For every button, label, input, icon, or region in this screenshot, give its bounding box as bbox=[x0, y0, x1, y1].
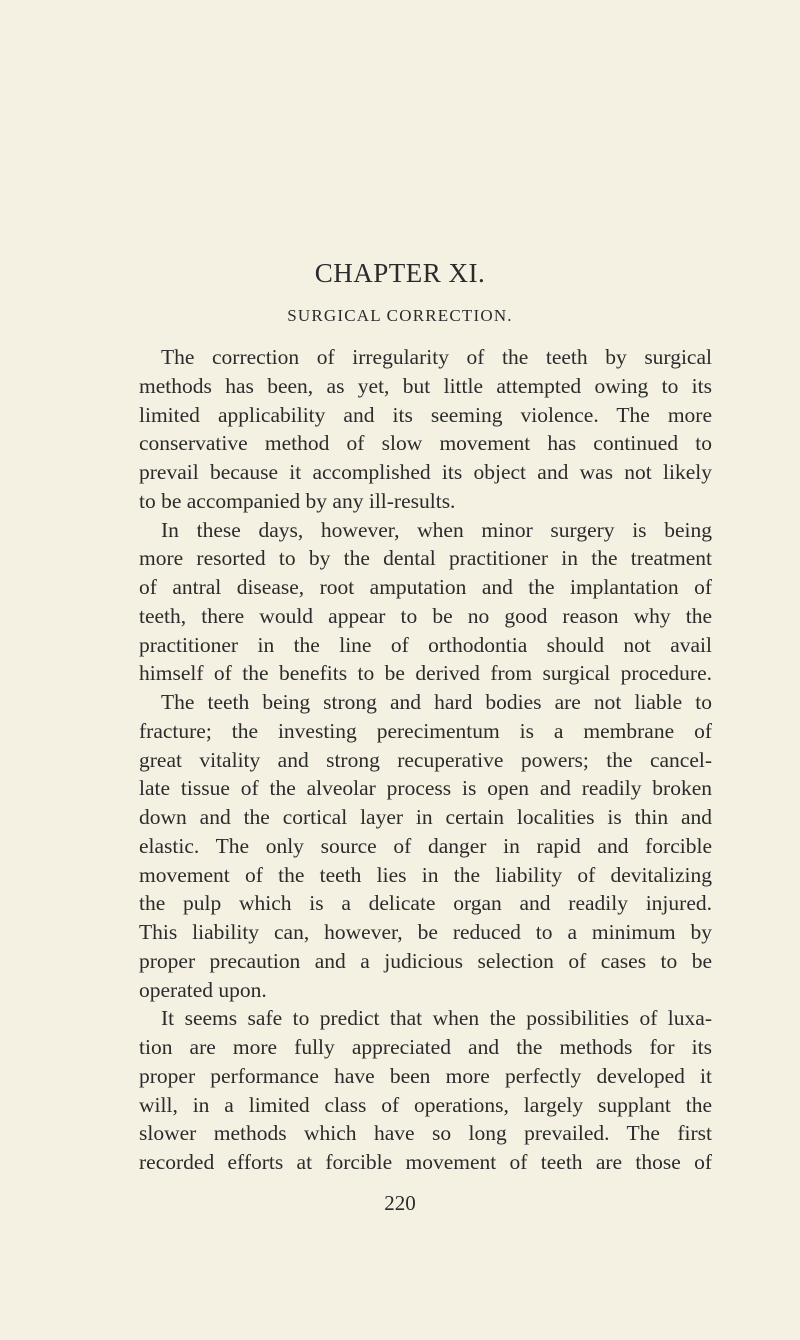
text-line: late tissue of the alveolar process is open and readily broken bbox=[139, 776, 712, 801]
text-line: proper performance have been more perfectly developed it bbox=[139, 1063, 712, 1088]
text-line: will, in a limited class of operations, largely supplant the bbox=[139, 1092, 712, 1117]
text-line: methods has been, as yet, but little attempted owing to its bbox=[139, 373, 712, 398]
text-line: down and the cortical layer in certain localities is thin and bbox=[139, 805, 712, 829]
text-line: conservative method of slow movement has continued to bbox=[139, 431, 712, 456]
text-line: slower methods which have so long prevailed. The first bbox=[139, 1121, 712, 1146]
page-number: 220 bbox=[384, 1191, 416, 1215]
text-line: tion are more fully appreciated and the methods for its bbox=[139, 1035, 712, 1059]
text-line: operated upon. bbox=[139, 977, 267, 1002]
text-line: proper precaution and a judicious selection of cases to be bbox=[139, 948, 712, 973]
chapter-title: CHAPTER XI. bbox=[314, 258, 486, 288]
text-line: movement of the teeth lies in the liability of devitalizing bbox=[139, 862, 712, 887]
text-line: This liability can, however, be reduced to a minimum by bbox=[139, 920, 712, 944]
text-line: the pulp which is a delicate organ and readily injured. bbox=[139, 891, 712, 916]
text-line: In these days, however, when minor surgery is being bbox=[161, 517, 712, 542]
text-line: teeth, there would appear to be no good reason why the bbox=[139, 603, 712, 628]
text-line: limited applicability and its seeming violence. The more bbox=[139, 402, 712, 427]
section-title: SURGICAL CORRECTION. bbox=[287, 306, 513, 325]
text-line: The correction of irregularity of the teeth by surgical bbox=[161, 345, 712, 369]
text-line: The teeth being strong and hard bodies are not liable to bbox=[161, 690, 712, 714]
text-line: practitioner in the line of orthodontia should not avail bbox=[139, 632, 712, 657]
text-line: more resorted to by the dental practitioner in the treatment bbox=[139, 546, 712, 571]
text-line: prevail because it accomplished its object and was not likely bbox=[139, 460, 712, 484]
text-line: himself of the benefits to be derived from surgical procedure. bbox=[139, 661, 712, 686]
text-line: elastic. The only source of danger in rapid and forcible bbox=[139, 833, 712, 858]
body-text bbox=[139, 343, 712, 1177]
text-line: of antral disease, root amputation and the implantation of bbox=[139, 575, 712, 599]
text-line: to be accompanied by any ill-results. bbox=[139, 488, 456, 513]
text-line: recorded efforts at forcible movement of teeth are those of bbox=[139, 1150, 712, 1174]
text-line: It seems safe to predict that when the possibilities of luxa- bbox=[161, 1006, 712, 1031]
text-line: great vitality and strong recuperative powers; the cancel- bbox=[139, 747, 712, 772]
text-line: fracture; the investing perecimentum is a membrane of bbox=[139, 718, 712, 743]
